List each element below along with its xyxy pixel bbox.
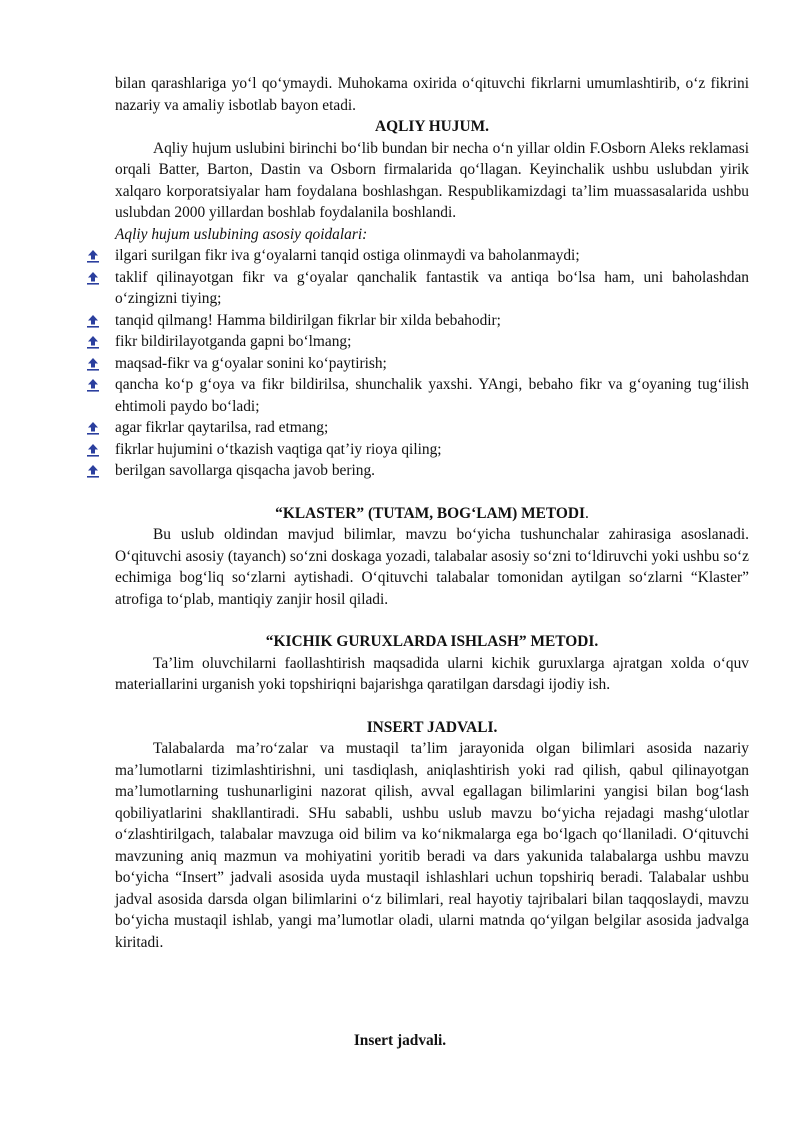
rule-item bbox=[115, 267, 749, 310]
klaster-heading bbox=[115, 503, 749, 525]
rule-item bbox=[115, 245, 749, 267]
rules-title: Aqliy hujum uslubining asosiy qoidalari: bbox=[115, 225, 368, 243]
klaster-paragraph: Bu uslub oldindan mavjud bilimlar, mavzu bo‘yicha tushunchalar zahirasiga asoslanadi. O‘qituvchi asosiy (tayanch) so‘zni doskaga yozadi, talabalar asosiy so‘zni to‘ldiruvchi yoki ushbu so‘z echimiga bog‘liq so‘zlarni aytishadi. O‘qituvchi talabalar tomonidan aytilgan so‘zlarni “Klaster” atrofiga to‘plab, mantiqiy zanjir hosil qiladi. bbox=[115, 526, 749, 608]
insert-jadvali-heading: INSERT JADVALI. bbox=[366, 718, 498, 736]
rule-text: ilgari surilgan fikr iva g‘oyalarni tanqid ostiga olinmaydi va baholanmaydi; bbox=[115, 247, 580, 264]
blue-arrow-bullet-icon bbox=[86, 464, 100, 478]
rule-text: tanqid qilmang! Hamma bildirilgan fikrlar bir xilda bebahodir; bbox=[115, 311, 501, 329]
klaster-heading-suffix: . bbox=[584, 504, 589, 522]
rule-text: agar fikrlar qaytarilsa, rad etmang; bbox=[115, 419, 329, 436]
rule-item bbox=[115, 460, 749, 482]
rule-text: berilgan savollarga qisqacha javob bering. bbox=[115, 462, 375, 479]
rule-item bbox=[115, 310, 749, 332]
rule-text: fikr bildirilayotganda gapni bo‘lmang; bbox=[115, 333, 352, 350]
blue-arrow-bullet-icon bbox=[86, 443, 100, 457]
rule-item bbox=[115, 331, 749, 353]
klaster-heading-text: “KLASTER” (TUTAM, BOG‘LAM) METODI bbox=[275, 504, 585, 522]
rules-list bbox=[115, 245, 749, 482]
blue-arrow-bullet-icon bbox=[86, 314, 100, 328]
blue-arrow-bullet-icon bbox=[86, 357, 100, 371]
rule-item bbox=[115, 417, 749, 439]
document-body bbox=[115, 73, 749, 953]
kichik-guruxlarda-heading: “KICHIK GURUXLARDA ISHLASH” METODI. bbox=[265, 633, 599, 650]
aqliy-hujum-heading: AQLIY HUJUM. bbox=[374, 118, 489, 135]
rule-item bbox=[115, 374, 749, 417]
blue-arrow-bullet-icon bbox=[86, 271, 100, 285]
rule-text: taklif qilinayotgan fikr va g‘oyalar qanchalik fantastik va antiqa bo‘lsa ham, uni baholashdan o‘zingizni tiying; bbox=[115, 268, 749, 307]
blue-arrow-bullet-icon bbox=[86, 335, 100, 349]
blue-arrow-bullet-icon bbox=[86, 378, 100, 392]
insert-table-title: Insert jadvali. bbox=[353, 1032, 447, 1049]
rule-text: maqsad-fikr va g‘oyalar sonini ko‘paytirish; bbox=[115, 354, 387, 372]
blue-arrow-bullet-icon bbox=[86, 421, 100, 435]
insert-jadvali-paragraph: Talabalarda ma’ro‘zalar va mustaqil ta’lim jarayonida olgan bilimlari asosida nazariy ma’lumotlarni tizimlashtirishni, uni tasdiqlash, aniqlashtirish yoki rad qilish, qabul qilinayotgan ma’lumotlarning tushunarligini nazorat qilish, avval egallagan bilimlarini yangisi bilan bog‘lash qobiliyatlarini shakllantiradi. SHu sababli, ushbu uslub mavzu bo‘yicha rejadagi mashg‘ulotlar o‘zlashtirilgach, talabalar mavzuga oid bilim va ko‘nikmalarga ega bo‘lgach qo‘llaniladi. O‘qituvchi mavzuning aniq mazmun va mohiyatini yoritib beradi va dars yakunida talabalarga ushbu mavzu bo‘yicha “Insert” jadvali asosida uyda mustaqil ishlashlari uchun topshiriq beradi. Talabalar ushbu jadval asosida darsda olgan bilimlarini o‘z bilimlari, real hayotiy tajribalari bilan taqqoslaydi, mavzu bo‘yicha mustaqil ishlab, yangi ma’lumotlar oladi, ularni matnda qo‘yilgan belgilar asosida jadvalga kiritadi. bbox=[115, 740, 749, 951]
blue-arrow-bullet-icon bbox=[86, 249, 100, 263]
kichik-guruxlarda-paragraph: Ta’lim oluvchilarni faollashtirish maqsadida ularni kichik guruxlarga ajratgan xolda o‘quv materiallarini urganish yoki topshiriqni bajarishga qaratilgan darsdagi ijodiy ish. bbox=[115, 654, 749, 693]
aqliy-hujum-paragraph: Aqliy hujum uslubini birinchi bo‘lib bundan bir necha o‘n yillar oldin F.Osborn Aleks reklamasi orqali Batter, Barton, Dastin va Osborn firmalarida qo‘llagan. Keyinchalik ushbu uslubdan yirik xalqaro korporatsiyalar ham foydalana boshlashgan. Respublikamizdagi ta’lim muassasalarida ushbu uslubdan 2000 yillardan boshlab foydalanila boshlandi. bbox=[115, 139, 749, 221]
rule-text: fikrlar hujumini o‘tkazish vaqtiga qat’iy rioya qiling; bbox=[115, 440, 442, 458]
intro-continuation: bilan qarashlariga yo‘l qo‘ymaydi. Muhokama oxirida o‘qituvchi fikrlarni umumlashtirib, o‘z fikrini nazariy va amaliy isbotlab bayon etadi. bbox=[115, 75, 749, 114]
rule-item bbox=[115, 353, 749, 375]
rule-item bbox=[115, 439, 749, 461]
rule-text: qancha ko‘p g‘oya va fikr bildirilsa, shunchalik yaxshi. YAngi, bebaho fikr va g‘oyaning tug‘ilish ehtimoli paydo bo‘ladi; bbox=[115, 376, 749, 415]
